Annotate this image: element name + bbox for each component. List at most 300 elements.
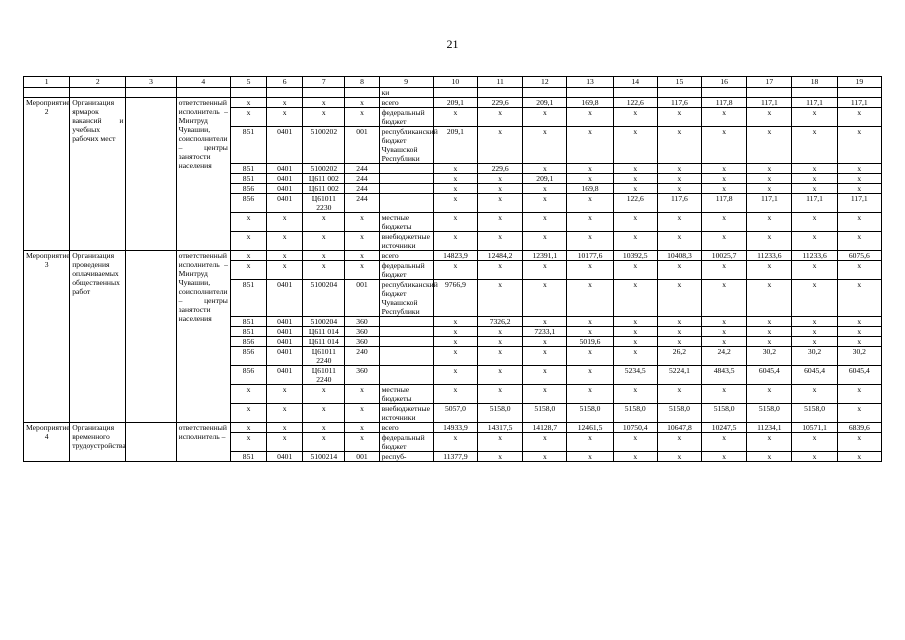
table-row — [24, 98, 882, 108]
expense-type-code: x — [345, 261, 379, 280]
value-cell: x — [657, 108, 701, 127]
section-code: x — [267, 385, 303, 404]
expense-type-code: 360 — [345, 317, 379, 327]
value-cell: 30,2 — [792, 347, 837, 366]
value-cell: x — [613, 108, 657, 127]
funding-source — [379, 337, 433, 347]
gr-code: 851 — [230, 174, 266, 184]
target-article-code: Ц611 014 — [303, 327, 345, 337]
value-cell: x — [433, 317, 477, 327]
column-header: 15 — [657, 77, 701, 88]
target-article-code: x — [303, 232, 345, 251]
table-cell — [70, 88, 126, 98]
value-cell: x — [613, 317, 657, 327]
value-cell: x — [523, 433, 567, 452]
value-cell: x — [567, 280, 613, 317]
value-cell: x — [702, 261, 747, 280]
funding-source — [379, 194, 433, 213]
value-cell: 6045,4 — [837, 366, 881, 385]
value-cell: x — [657, 184, 701, 194]
table-cell — [267, 88, 303, 98]
section-code: x — [267, 232, 303, 251]
section-code: 0401 — [267, 347, 303, 366]
section-code: 0401 — [267, 184, 303, 194]
value-cell: x — [567, 317, 613, 327]
target-article-code: Ц61011 2230 — [303, 194, 345, 213]
gr-code: x — [230, 213, 266, 232]
section-code: 0401 — [267, 280, 303, 317]
section-code: 0401 — [267, 327, 303, 337]
funding-source: респуб- — [379, 452, 433, 462]
value-cell: 209,1 — [523, 98, 567, 108]
value-cell: x — [837, 404, 881, 423]
value-cell: x — [523, 164, 567, 174]
expense-type-code: x — [345, 404, 379, 423]
value-cell: x — [567, 174, 613, 184]
value-cell: 117,1 — [747, 98, 792, 108]
funding-source: всего — [379, 423, 433, 433]
value-cell: x — [433, 184, 477, 194]
section-code: x — [267, 213, 303, 232]
value-cell: 9766,9 — [433, 280, 477, 317]
value-cell: x — [523, 127, 567, 164]
value-cell: 12461,5 — [567, 423, 613, 433]
funding-source — [379, 327, 433, 337]
section-code: x — [267, 108, 303, 127]
value-cell: x — [478, 232, 523, 251]
value-cell: x — [657, 452, 701, 462]
value-cell: x — [702, 327, 747, 337]
value-cell: x — [792, 213, 837, 232]
value-cell: x — [478, 366, 523, 385]
value-cell: x — [792, 232, 837, 251]
value-cell: 229,6 — [478, 98, 523, 108]
funding-source: федеральный бюджет — [379, 108, 433, 127]
value-cell: x — [433, 164, 477, 174]
value-cell: x — [478, 213, 523, 232]
value-cell: x — [792, 164, 837, 174]
expense-type-code: 360 — [345, 366, 379, 385]
value-cell: x — [702, 164, 747, 174]
section-code: 0401 — [267, 164, 303, 174]
column-header: 13 — [567, 77, 613, 88]
value-cell: x — [567, 347, 613, 366]
gr-code: 851 — [230, 164, 266, 174]
gr-code: x — [230, 385, 266, 404]
funding-source: внебюджетные источники — [379, 404, 433, 423]
value-cell: 11377,9 — [433, 452, 477, 462]
value-cell: 12391,1 — [523, 251, 567, 261]
gr-code: 856 — [230, 194, 266, 213]
value-cell: x — [837, 337, 881, 347]
value-cell: x — [433, 232, 477, 251]
value-cell: x — [523, 366, 567, 385]
measure-description: Организация временного трудоустройства — [70, 423, 126, 462]
value-cell: x — [613, 433, 657, 452]
expense-type-code: x — [345, 213, 379, 232]
value-cell: x — [478, 337, 523, 347]
value-cell: x — [837, 280, 881, 317]
value-cell: x — [702, 280, 747, 317]
target-article-code: 5100204 — [303, 317, 345, 327]
value-cell: x — [478, 261, 523, 280]
column-header: 4 — [176, 77, 230, 88]
target-article-code: x — [303, 261, 345, 280]
value-cell: x — [747, 280, 792, 317]
value-cell: x — [613, 385, 657, 404]
table-cell — [523, 88, 567, 98]
expense-type-code: 360 — [345, 327, 379, 337]
value-cell: x — [657, 327, 701, 337]
value-cell: 5057,0 — [433, 404, 477, 423]
empty-cell — [126, 98, 176, 251]
gr-code: 856 — [230, 366, 266, 385]
value-cell: x — [433, 366, 477, 385]
target-article-code: x — [303, 423, 345, 433]
section-code: 0401 — [267, 194, 303, 213]
section-code: 0401 — [267, 317, 303, 327]
column-header: 1 — [24, 77, 70, 88]
value-cell: x — [657, 261, 701, 280]
table-cell: ки — [379, 88, 433, 98]
target-article-code: 5100202 — [303, 164, 345, 174]
column-header: 14 — [613, 77, 657, 88]
column-header: 3 — [126, 77, 176, 88]
value-cell: 169,8 — [567, 98, 613, 108]
section-code: 0401 — [267, 452, 303, 462]
column-header: 18 — [792, 77, 837, 88]
gr-code: x — [230, 108, 266, 127]
expense-type-code: x — [345, 98, 379, 108]
value-cell: x — [747, 174, 792, 184]
measure-name: Мероприятие 3 — [24, 251, 70, 423]
value-cell: x — [567, 108, 613, 127]
value-cell: x — [613, 261, 657, 280]
value-cell: 209,1 — [433, 127, 477, 164]
target-article-code: 5100214 — [303, 452, 345, 462]
column-header: 17 — [747, 77, 792, 88]
value-cell: x — [747, 317, 792, 327]
value-cell: x — [433, 433, 477, 452]
gr-code: 851 — [230, 452, 266, 462]
funding-source: республиканский бюджет Чувашской Республики — [379, 127, 433, 164]
funding-source — [379, 164, 433, 174]
expense-type-code: 244 — [345, 164, 379, 174]
value-cell: 117,8 — [702, 98, 747, 108]
value-cell: 14317,5 — [478, 423, 523, 433]
value-cell: x — [747, 184, 792, 194]
value-cell: x — [523, 337, 567, 347]
value-cell: x — [523, 280, 567, 317]
value-cell: x — [567, 194, 613, 213]
target-article-code: x — [303, 251, 345, 261]
value-cell: x — [702, 127, 747, 164]
table-cell — [126, 88, 176, 98]
value-cell: 14933,9 — [433, 423, 477, 433]
value-cell: 10247,5 — [702, 423, 747, 433]
measure-description: Организация проведения оплачиваемых общественных работ — [70, 251, 126, 423]
table-cell — [345, 88, 379, 98]
value-cell: x — [792, 174, 837, 184]
value-cell: 117,1 — [792, 98, 837, 108]
value-cell: x — [747, 164, 792, 174]
value-cell: x — [567, 452, 613, 462]
section-code: 0401 — [267, 366, 303, 385]
section-code: x — [267, 404, 303, 423]
value-cell: x — [478, 347, 523, 366]
value-cell: x — [837, 317, 881, 327]
empty-cell — [126, 423, 176, 462]
target-article-code: Ц61011 2240 — [303, 366, 345, 385]
target-article-code: x — [303, 213, 345, 232]
value-cell: x — [747, 261, 792, 280]
value-cell: x — [433, 347, 477, 366]
value-cell: 5158,0 — [613, 404, 657, 423]
expense-type-code: x — [345, 433, 379, 452]
value-cell: x — [657, 164, 701, 174]
value-cell: x — [837, 327, 881, 337]
value-cell: 5158,0 — [657, 404, 701, 423]
funding-source: внебюджетные источники — [379, 232, 433, 251]
table-cell — [702, 88, 747, 98]
value-cell: x — [478, 433, 523, 452]
gr-code: 856 — [230, 347, 266, 366]
value-cell: 10647,8 — [657, 423, 701, 433]
value-cell: x — [613, 232, 657, 251]
value-cell: x — [702, 108, 747, 127]
responsible-executor: ответственный исполнитель – Минтруд Чувашии, соисполнители – центры занятости населения — [176, 251, 230, 423]
value-cell: x — [567, 232, 613, 251]
value-cell: 26,2 — [657, 347, 701, 366]
value-cell: x — [792, 337, 837, 347]
funding-source — [379, 347, 433, 366]
value-cell: 209,1 — [523, 174, 567, 184]
expense-type-code: x — [345, 232, 379, 251]
value-cell: x — [433, 261, 477, 280]
column-header: 8 — [345, 77, 379, 88]
value-cell: x — [523, 108, 567, 127]
gr-code: x — [230, 404, 266, 423]
section-code: x — [267, 261, 303, 280]
value-cell: x — [657, 127, 701, 164]
value-cell: x — [702, 232, 747, 251]
section-code: x — [267, 98, 303, 108]
target-article-code: 5100202 — [303, 127, 345, 164]
column-header: 9 — [379, 77, 433, 88]
value-cell: x — [433, 108, 477, 127]
section-code: 0401 — [267, 127, 303, 164]
value-cell: x — [702, 184, 747, 194]
budget-table — [23, 76, 882, 462]
value-cell: 12484,2 — [478, 251, 523, 261]
value-cell: x — [702, 433, 747, 452]
value-cell: x — [523, 184, 567, 194]
value-cell: 24,2 — [702, 347, 747, 366]
value-cell: x — [657, 385, 701, 404]
value-cell: x — [747, 433, 792, 452]
value-cell: x — [837, 108, 881, 127]
column-header: 5 — [230, 77, 266, 88]
value-cell: 10177,6 — [567, 251, 613, 261]
value-cell: x — [613, 184, 657, 194]
value-cell: 209,1 — [433, 98, 477, 108]
value-cell: x — [837, 385, 881, 404]
value-cell: x — [567, 164, 613, 174]
value-cell: x — [747, 127, 792, 164]
value-cell: x — [567, 385, 613, 404]
table-row — [24, 423, 882, 433]
value-cell: x — [792, 433, 837, 452]
measure-name: Мероприятие 2 — [24, 98, 70, 251]
value-cell: x — [657, 213, 701, 232]
value-cell: 7326,2 — [478, 317, 523, 327]
value-cell: x — [478, 108, 523, 127]
value-cell: x — [747, 108, 792, 127]
funding-source — [379, 184, 433, 194]
value-cell: x — [837, 261, 881, 280]
funding-source — [379, 366, 433, 385]
value-cell: x — [613, 327, 657, 337]
column-header: 7 — [303, 77, 345, 88]
value-cell: 11233,6 — [747, 251, 792, 261]
value-cell: x — [837, 452, 881, 462]
value-cell: x — [837, 184, 881, 194]
funding-source — [379, 174, 433, 184]
table-cell — [478, 88, 523, 98]
target-article-code: x — [303, 108, 345, 127]
page-number: 21 — [446, 37, 459, 51]
value-cell: x — [657, 232, 701, 251]
expense-type-code: 360 — [345, 337, 379, 347]
expense-type-code: x — [345, 108, 379, 127]
gr-code: x — [230, 98, 266, 108]
value-cell: 117,1 — [747, 194, 792, 213]
value-cell: x — [523, 452, 567, 462]
value-cell: x — [523, 232, 567, 251]
value-cell: x — [657, 337, 701, 347]
value-cell: x — [433, 194, 477, 213]
gr-code: x — [230, 423, 266, 433]
value-cell: x — [433, 327, 477, 337]
gr-code: x — [230, 261, 266, 280]
value-cell: 5234,5 — [613, 366, 657, 385]
table-cell — [657, 88, 701, 98]
value-cell: x — [613, 280, 657, 317]
value-cell: 10025,7 — [702, 251, 747, 261]
value-cell: x — [523, 213, 567, 232]
value-cell: 7233,1 — [523, 327, 567, 337]
target-article-code: 5100204 — [303, 280, 345, 317]
value-cell: x — [792, 108, 837, 127]
value-cell: x — [433, 174, 477, 184]
value-cell: x — [613, 452, 657, 462]
value-cell: 10408,3 — [657, 251, 701, 261]
column-header: 11 — [478, 77, 523, 88]
value-cell: 30,2 — [747, 347, 792, 366]
expense-type-code: x — [345, 423, 379, 433]
value-cell: 117,8 — [702, 194, 747, 213]
value-cell: x — [478, 174, 523, 184]
value-cell: x — [478, 194, 523, 213]
value-cell: x — [613, 337, 657, 347]
table-cell — [230, 88, 266, 98]
value-cell: x — [702, 317, 747, 327]
table-cell — [24, 88, 70, 98]
section-code: 0401 — [267, 174, 303, 184]
value-cell: x — [657, 433, 701, 452]
table-body — [24, 88, 882, 462]
value-cell: 117,6 — [657, 98, 701, 108]
value-cell: 122,6 — [613, 98, 657, 108]
value-cell: x — [567, 327, 613, 337]
gr-code: 851 — [230, 127, 266, 164]
target-article-code: Ц611 002 — [303, 174, 345, 184]
value-cell: x — [567, 213, 613, 232]
funding-source: федеральный бюджет — [379, 433, 433, 452]
value-cell: x — [702, 213, 747, 232]
value-cell: x — [567, 261, 613, 280]
value-cell: x — [747, 385, 792, 404]
target-article-code: Ц611 014 — [303, 337, 345, 347]
value-cell: x — [478, 327, 523, 337]
value-cell: 6075,6 — [837, 251, 881, 261]
table-cell — [303, 88, 345, 98]
value-cell: x — [478, 280, 523, 317]
funding-source: местные бюджеты — [379, 385, 433, 404]
value-cell: x — [478, 184, 523, 194]
value-cell: x — [523, 261, 567, 280]
gr-code: x — [230, 232, 266, 251]
target-article-code: x — [303, 385, 345, 404]
value-cell: x — [433, 213, 477, 232]
value-cell: x — [837, 213, 881, 232]
measure-description: Организация ярмарок вакансий и учебных рабочих мест — [70, 98, 126, 251]
value-cell: x — [837, 433, 881, 452]
value-cell: x — [433, 337, 477, 347]
gr-code: 851 — [230, 317, 266, 327]
value-cell: 5158,0 — [747, 404, 792, 423]
value-cell: x — [523, 194, 567, 213]
gr-code: 851 — [230, 327, 266, 337]
gr-code: x — [230, 251, 266, 261]
value-cell: x — [567, 366, 613, 385]
expense-type-code: 001 — [345, 452, 379, 462]
value-cell: x — [837, 174, 881, 184]
table-cell — [176, 88, 230, 98]
value-cell: x — [702, 452, 747, 462]
section-code: x — [267, 423, 303, 433]
value-cell: x — [433, 385, 477, 404]
table-cell — [747, 88, 792, 98]
table-cell — [837, 88, 881, 98]
value-cell: 6839,6 — [837, 423, 881, 433]
value-cell: 5158,0 — [523, 404, 567, 423]
funding-source: всего — [379, 251, 433, 261]
value-cell: x — [747, 327, 792, 337]
value-cell: x — [657, 280, 701, 317]
value-cell: 5158,0 — [567, 404, 613, 423]
column-header: 12 — [523, 77, 567, 88]
value-cell: x — [837, 127, 881, 164]
gr-code: x — [230, 433, 266, 452]
value-cell: x — [523, 317, 567, 327]
responsible-executor: ответственный исполнитель – Минтруд Чувашии, соисполнители – центры занятости населения — [176, 98, 230, 251]
value-cell: 5158,0 — [478, 404, 523, 423]
table-cell — [613, 88, 657, 98]
value-cell: 6045,4 — [792, 366, 837, 385]
value-cell: 14128,7 — [523, 423, 567, 433]
value-cell: x — [523, 385, 567, 404]
